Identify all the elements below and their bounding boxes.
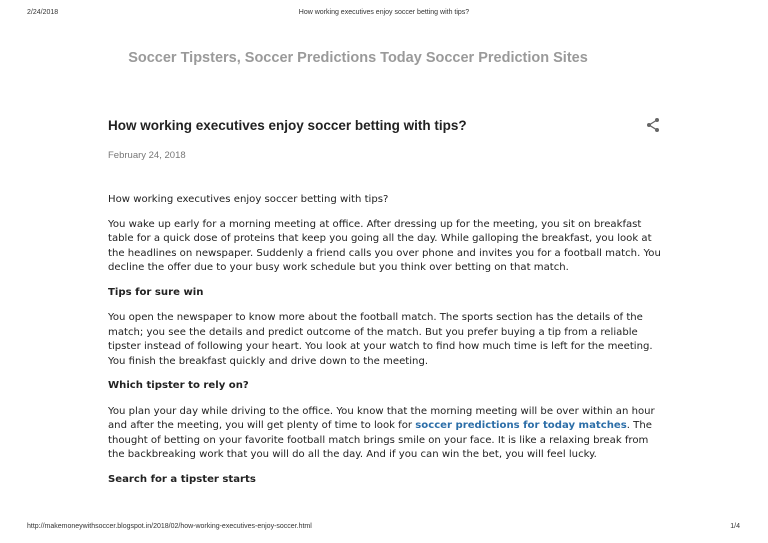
print-url: http://makemoneywithsoccer.blogspot.in/2018/02/how-working-executives-enjoy-soccer.html: [27, 523, 312, 530]
share-icon[interactable]: [645, 117, 661, 133]
heading-tips: Tips for sure win: [108, 286, 204, 298]
post-body: [108, 193, 668, 498]
soccer-predictions-link[interactable]: soccer predictions for today matches: [415, 420, 627, 431]
print-title: How working executives enjoy soccer betting with tips?: [298, 9, 470, 16]
paragraph-2: You open the newspaper to know more about the football match. The sports section has the details of the match; you see the details and predict outcome of the match. But you prefer buying a tip from a reliable tipster instead of following your heart. You look at your watch to find how much time is left for the meeting. You finish the breakfast quickly and drive down to the meeting.: [108, 312, 653, 367]
paragraph-3-after: . The thought of betting on your favorite football match brings smile on your face. It is like a relaxing break from the backbreaking work that you will do all the day. And if you can win the bet, you will feel lucky.: [108, 420, 652, 460]
paragraph-3: [108, 405, 668, 463]
intro-paragraph: How working executives enjoy soccer betting with tips?: [108, 194, 389, 205]
heading-search-tipster: Search for a tipster starts: [108, 473, 256, 485]
heading-which-tipster: Which tipster to rely on?: [108, 380, 249, 391]
post-title: How working executives enjoy soccer betting with tips?: [108, 118, 467, 133]
blog-title[interactable]: Soccer Tipsters, Soccer Predictions Today Soccer Prediction Sites: [128, 50, 588, 66]
print-date: 2/24/2018: [27, 9, 59, 16]
page-number: 1/4: [730, 523, 740, 530]
paragraph-3-before: You plan your day while driving to the office. You know that the morning meeting will be over within an hour and after the meeting, you will get plenty of time to look for: [108, 405, 655, 431]
post-date: February 24, 2018: [108, 150, 186, 161]
paragraph-1: You wake up early for a morning meeting at office. After dressing up for the meeting, you sit on breakfast table for a quick dose of proteins that keep you going all the day. While galloping the breakfast, you look at the headlines on newspaper. Suddenly a friend calls you over phone and invites you for a football match. You decline the offer due to your busy work schedule but you think over betting on that match.: [108, 218, 661, 273]
